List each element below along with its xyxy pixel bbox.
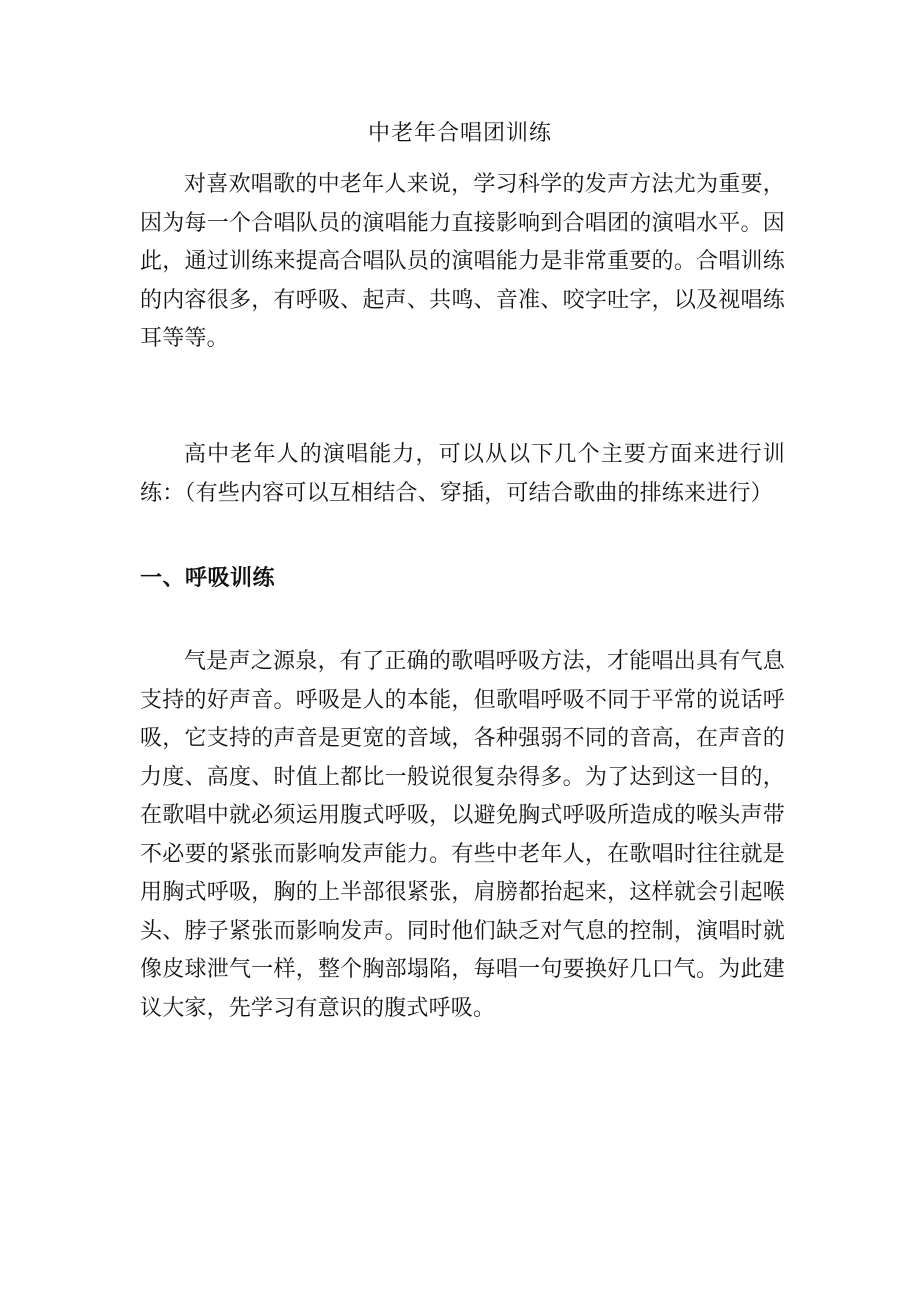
section-heading-breathing: 一、呼吸训练 [140,566,276,591]
breathing-paragraph: 气是声之源泉，有了正确的歌唱呼吸方法，才能唱出具有气息支持的好声音。呼吸是人的本能，但歌唱呼吸不同于平常的说话呼吸，它支持的声音是更宽的音域，各种强弱不同的音高，在声音的力度、高度、时值上都比一般说很复杂得多。为了达到这一目的，在歌唱中就必须运用腹式呼吸，以避免胸式呼吸所造成的喉头声带不必要的紧张而影响发声能力。有些中老年人，在歌唱时往往就是用胸式呼吸，胸的上半部很紧张，肩膀都抬起来，这样就会引起喉头、脖子紧张而影响发声。同时他们缺乏对气息的控制，演唱时就像皮球泄气一样，整个胸部塌陷，每唱一句要换好几口气。为此建议大家，先学习有意识的腹式呼吸。 [140,649,785,1021]
document-title: 中老年合唱团训练 [367,121,552,146]
intro-paragraph: 对喜欢唱歌的中老年人来说，学习科学的发声方法尤为重要，因为每一个合唱队员的演唱能力直接影响到合唱团的演唱水平。因此，通过训练来提高合唱队员的演唱能力是非常重要的。合唱训练的内容很多，有呼吸、起声、共鸣、音准、咬字吐字，以及视唱练耳等等。 [140,172,785,351]
training-aspects-paragraph: 高中老年人的演唱能力，可以从以下几个主要方面来进行训练：（有些内容可以互相结合、穿插，可结合歌曲的排练来进行） [140,442,785,506]
